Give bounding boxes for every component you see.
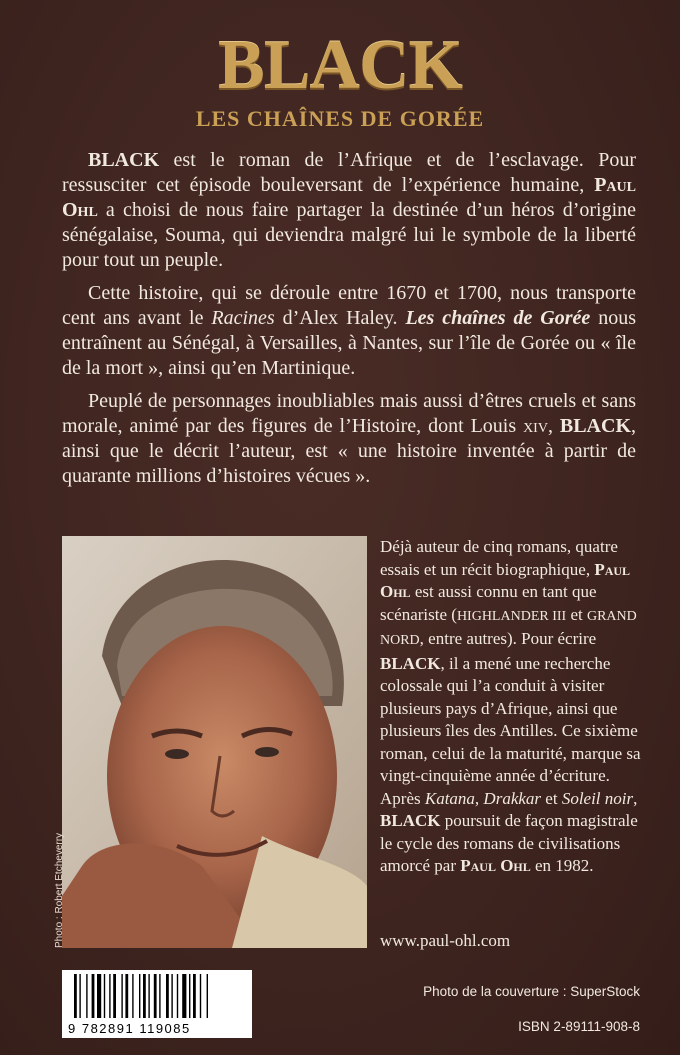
text: Déjà auteur de cinq romans, quatre essais et un récit biographique, — [380, 537, 618, 579]
text: et — [541, 788, 562, 808]
text: Cette histoire, qui se déroule entre 1670 et 1700, nous transporte cent ans avant le — [62, 282, 636, 329]
film-title: GRAND NORD — [380, 608, 637, 648]
book-title: BLACK — [218, 27, 462, 104]
text: a choisi de nous faire partager la destinée d’un héros d’origine sénégalaise, Souma, qui deviendra malgré lui le symbole de la liberté pour tout un peuple. — [62, 199, 636, 271]
bold-title: BLACK — [88, 149, 160, 171]
author-name: Paul Ohl — [380, 559, 631, 601]
synopsis — [62, 148, 636, 497]
text: , entre autres). Pour écrire — [419, 629, 597, 648]
text: est aussi connu en tant que scénariste ( — [380, 582, 597, 624]
bold-title: BLACK — [559, 415, 631, 437]
text: poursuit de façon magistrale le cycle des romans de civilisations amorcé par — [380, 811, 638, 875]
italic-title: Soleil noir — [561, 788, 634, 808]
text: , — [474, 788, 484, 808]
author-bio — [380, 536, 642, 878]
text: d’Alex Haley. — [274, 307, 406, 329]
text: , ainsi que le décrit l’auteur, est « une histoire inventée à partir de quarante millions d’histoires vécues ». — [62, 415, 636, 487]
text: , — [547, 415, 560, 437]
website-link[interactable]: www.paul-ohl.com — [380, 931, 511, 950]
film-title: HIGHLANDER III — [456, 608, 567, 624]
bold-italic-title: Les chaînes de Gorée — [405, 307, 591, 329]
text: Peuplé de personnages inoubliables mais aussi d’êtres cruels et sans morale, animé par des figures de l’Histoire, dont Louis — [62, 390, 636, 437]
text: et — [566, 604, 587, 624]
isbn: ISBN 2-89111-908-8 — [518, 1019, 640, 1034]
author-name: Paul Ohl — [460, 856, 531, 875]
author-name: Paul Ohl — [62, 174, 636, 221]
barcode — [62, 970, 252, 1038]
roman-numeral: xiv — [523, 415, 548, 437]
cover-photo-credit: Photo de la couverture : SuperStock — [423, 984, 640, 999]
italic-title: Katana — [424, 788, 475, 808]
barcode-number: 9 782891 119085 — [68, 1021, 191, 1036]
text: en 1982. — [530, 856, 594, 875]
synopsis-paragraph-1 — [62, 148, 636, 273]
bold-title: BLACK — [380, 653, 441, 673]
book-subtitle: LES CHAÎNES DE GORÉE — [195, 106, 485, 131]
bold-title: BLACK — [380, 811, 441, 830]
author-photo — [62, 536, 367, 948]
italic-title: Drakkar — [483, 788, 542, 808]
text: , — [633, 788, 638, 808]
text: est le roman de l’Afrique et de l’esclavage. Pour ressusciter cet épisode bouleversant de l’expérience humaine, — [62, 149, 636, 196]
text: nous entraînent au Sénégal, à Versailles, à Nantes, sur l’île de Gorée ou « île de la mort », ainsi qu’en Martinique. — [62, 307, 636, 379]
italic-title: Racines — [211, 307, 275, 329]
barcode-bars — [62, 970, 252, 1022]
synopsis-paragraph-2 — [62, 281, 636, 381]
photo-credit: Photo : Robert Etcheverry — [54, 832, 65, 948]
synopsis-paragraph-3 — [62, 389, 636, 489]
text: , il a mené une recherche colossale qui l’a conduit à visiter plusieurs pays d’Afrique, ainsi que plusieurs îles des Antilles. Ce sixième roman, celui de la maturité, marque sa vingt-cinquième année d’écriture. Après — [380, 653, 641, 808]
